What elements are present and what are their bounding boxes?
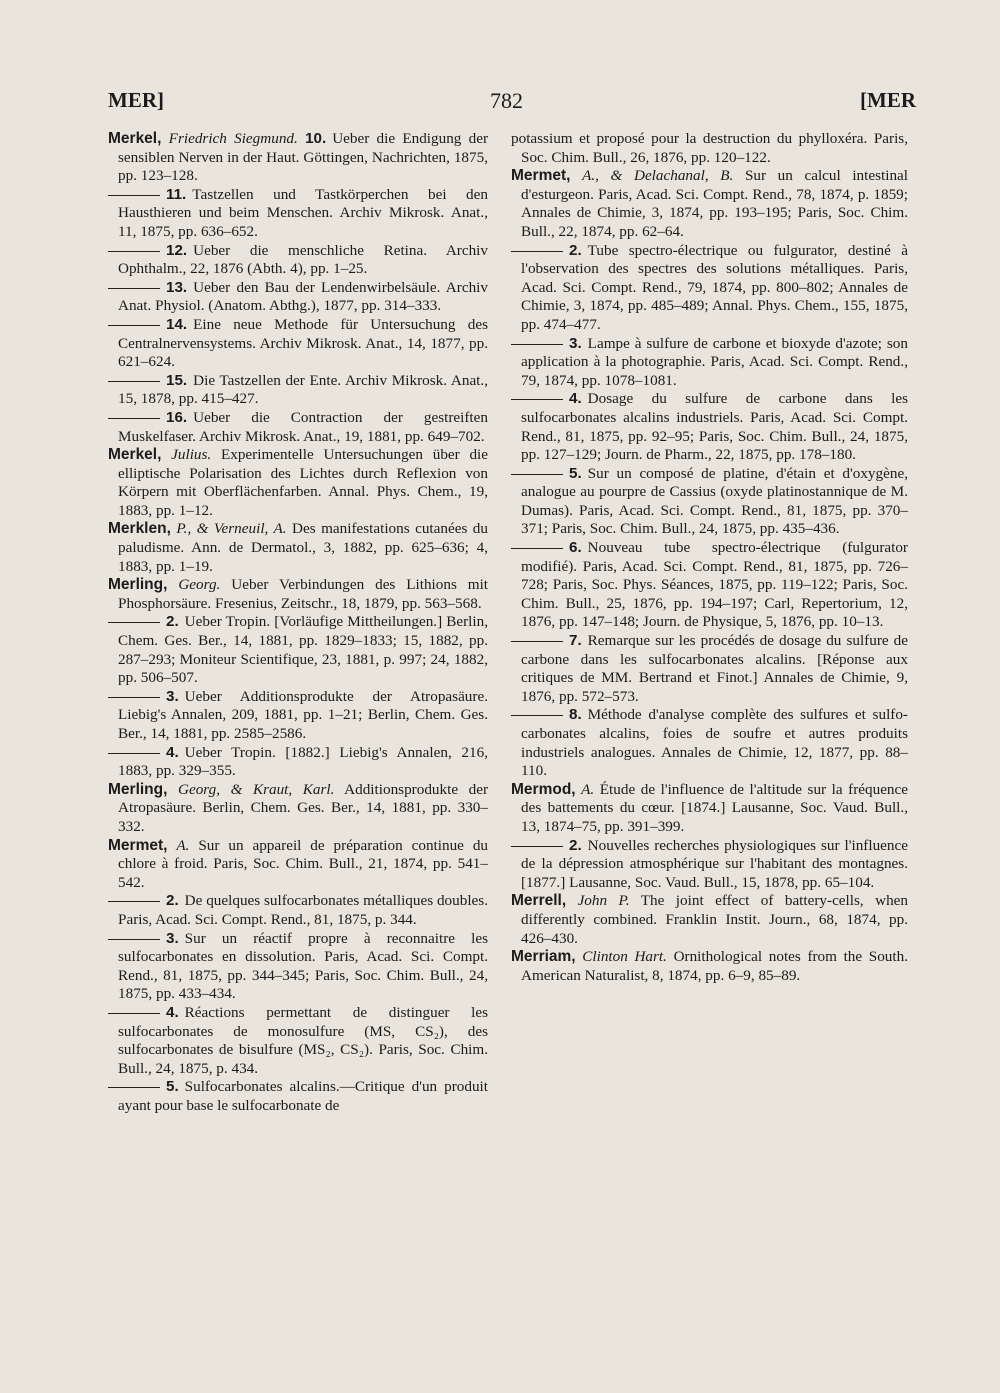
- ditto-rule: [108, 939, 160, 940]
- ditto-rule: [108, 251, 160, 252]
- bibliography-entry: [108, 279, 488, 316]
- author-given-name: Georg, & Kraut, Karl.: [177, 780, 335, 798]
- bibliography-entry: [108, 781, 488, 837]
- author-given-name: Julius.: [171, 446, 212, 464]
- entry-text: Sur un réactif propre à reconnaitre les sulfocarbonates en dissolution. Paris, Acad. Sci. Compt. Rend., 81, 1875, pp. 344–345; Paris, Soc. Chim. Bull., 24, 1875, pp. 433–434.: [118, 929, 488, 1003]
- entry-number: 2.: [569, 836, 582, 854]
- bibliography-entry: [108, 892, 488, 929]
- author-given-name: Clinton Hart.: [582, 948, 667, 966]
- author-surname: Merkel,: [108, 130, 162, 147]
- entry-text: Lampe à sulfure de carbone et bioxyde d'azote; son application à la photographie. Paris, Acad. Sci. Compt. Rend., 79, 1874, pp. 1078–1081.: [521, 334, 908, 389]
- entry-text: Ueber die Contraction der gestreiften Muskelfaser. Archiv Mikrosk. Anat., 19, 1881, pp. 649–702.: [118, 408, 488, 445]
- bibliography-entry: [108, 1078, 488, 1115]
- entry-text: Eine neue Methode für Untersuchung des Centralnervensystems. Archiv Mikrosk. Anat., 14, 1877, pp. 621–624.: [118, 315, 488, 371]
- bibliography-entry: [108, 576, 488, 613]
- bibliography-entry: [108, 744, 488, 781]
- author-given-name: A., & Delachanal, B.: [582, 167, 734, 185]
- bibliography-entry: [511, 539, 908, 632]
- entry-number: 4.: [166, 1003, 179, 1021]
- author-given-name: Friedrich Siegmund.: [168, 130, 298, 147]
- entry-text: Ueber Tropin. [1882.] Liebig's Annalen, 216, 1883, pp. 329–355.: [118, 743, 488, 780]
- bibliography-entry: [511, 465, 908, 539]
- bibliography-entry: [108, 130, 488, 186]
- entry-number: 13.: [166, 278, 188, 296]
- entry-text: Tastzellen und Tastkörperchen bei den Hausthieren und beim Menschen. Archiv Mikrosk. Anat., 11, 1875, pp. 636–652.: [118, 185, 488, 240]
- ditto-rule: [108, 1013, 160, 1014]
- bibliography-entry: [511, 632, 908, 706]
- bibliography-entry: [108, 316, 488, 372]
- author-given-name: Georg.: [178, 576, 221, 594]
- left-column: [108, 130, 488, 1115]
- entry-text: Tube spectro-électrique ou fulgurator, destiné à l'observation des spectres des solutions métalliques. Paris, Acad. Sci. Compt. Rend., 79, 1874, pp. 800–802; Annales de Chimie, 3, 1874, pp. 485–489; Annal. Phys. Chem., 155, 1875, pp. 474–477.: [521, 241, 908, 333]
- entry-text: Additionsprodukte der Atropasäure. Berlin, Chem. Ges. Ber., 14, 1881, pp. 330–332.: [118, 780, 489, 835]
- entry-number: 4.: [569, 390, 582, 408]
- ditto-rule: [108, 753, 160, 754]
- bibliography-entry: [511, 781, 908, 837]
- entry-text: Ueber Additionsprodukte der Atropasäure. Liebig's Annalen, 209, 1881, pp. 1–21; Berlin, Chem. Ges. Ber., 14, 1881, pp. 2585–2586.: [118, 687, 488, 742]
- entry-number: 8.: [569, 706, 582, 724]
- entry-text: Dosage du sulfure de carbone dans les sulfocarbonates alcalins industriels. Paris, Acad. Sci. Compt. Rend., 81, 1875, pp. 92–95; Paris, Soc. Chim. Bull., 24, 1875, pp. 127–129; Journ. de Pharm., 22, 1875, pp. 178–180.: [521, 390, 908, 464]
- ditto-rule: [108, 697, 160, 698]
- entry-number: 2.: [569, 241, 582, 259]
- author-surname: Merling,: [108, 780, 168, 798]
- entry-text: Ueber Tropin. [Vorläufige Mittheilungen.] Berlin, Chem. Ges. Ber., 14, 1881, pp. 1829–1833; 15, 1882, pp. 287–293; Moniteur Scientifique, 23, 1881, p. 997; 24, 1882, pp. 506–507.: [118, 613, 488, 687]
- ditto-rule: [511, 846, 563, 847]
- entry-number: 12.: [166, 241, 188, 259]
- entry-text: Nouveau tube spectro-électrique (fulgurator modifié). Paris, Acad. Sci. Compt. Rend., 81, 1875, pp. 726–728; Paris, Soc. Phys. Séances, 1875, pp. 119–122; Paris, Soc. Chim. Bull., 25, 1876, pp. 194–197; Carl, Repertorium, 12, 1876, pp. 147–148; Journ. de Physique, 5, 1876, pp. 10–13.: [521, 539, 908, 631]
- entry-text: The joint effect of battery-cells, when differently combined. Franklin Instit. Journ., 68, 1874, pp. 426–430.: [521, 892, 909, 947]
- ditto-rule: [511, 474, 563, 475]
- bibliography-entry: [511, 335, 908, 391]
- bibliography-entry: [108, 409, 488, 446]
- entry-text: Sur un appareil de préparation continue du chlore à froid. Paris, Soc. Chim. Bull., 21, 1874, pp. 541–542.: [118, 836, 489, 891]
- entry-text: Sulfocarbonates alcalins.—Critique d'un produit ayant pour base le sulfocarbonate de: [118, 1078, 488, 1114]
- page-number: 782: [490, 88, 523, 113]
- entry-number: 4.: [166, 743, 179, 761]
- entry-number: 7.: [569, 632, 582, 650]
- bibliography-entry: [511, 706, 908, 780]
- bibliography-entry: [511, 892, 908, 948]
- bibliography-entry: [108, 372, 488, 409]
- bibliography-entry: [108, 1004, 488, 1078]
- ditto-rule: [108, 325, 160, 326]
- entry-number: 16.: [166, 408, 188, 426]
- entry-text: Des manifestations cutanées du paludisme. Ann. de Dermatol., 3, 1882, pp. 625–636; 4, 1883, pp. 1–19.: [118, 520, 488, 575]
- ditto-rule: [511, 251, 563, 252]
- bibliography-entry: [108, 186, 488, 242]
- author-given-name: A.: [581, 780, 595, 798]
- bibliography-entry: [108, 520, 488, 576]
- ditto-rule: [511, 641, 563, 642]
- entry-number: 11.: [166, 185, 187, 203]
- ditto-rule: [108, 901, 160, 902]
- entry-number: 15.: [166, 371, 188, 389]
- entry-text: Étude de l'influence de l'altitude sur la fréquence des battements du cœur. [1874.] Lausanne, Soc. Vaud. Bull., 13, 1874–75, pp. 391–399.: [521, 780, 909, 835]
- entry-text: De quelques sulfocarbonates métalliques doubles. Paris, Acad. Sci. Compt. Rend., 81, 1875, p. 344.: [118, 892, 488, 928]
- bibliography-entry: [511, 130, 908, 167]
- bibliography-entry: [108, 688, 488, 744]
- entry-text: potassium et proposé pour la destruction du phylloxéra. Paris, Soc. Chim. Bull., 26, 1876, pp. 120–122.: [511, 130, 908, 166]
- entry-number: 5.: [166, 1078, 179, 1096]
- bibliography-entry: [511, 390, 908, 464]
- ditto-rule: [108, 1087, 160, 1088]
- entry-text: Ornithological notes from the South. American Naturalist, 8, 1874, pp. 6–9, 85–89.: [521, 948, 909, 984]
- author-given-name: A.: [176, 836, 190, 854]
- ditto-rule: [108, 381, 160, 382]
- author-given-name: P., & Verneuil, A.: [176, 520, 287, 538]
- entry-number: 6.: [569, 539, 582, 557]
- running-head-left: MER]: [108, 88, 164, 112]
- bibliography-entry: [511, 837, 908, 893]
- author-given-name: John P.: [577, 892, 630, 910]
- entry-number: 3.: [569, 334, 582, 352]
- ditto-rule: [511, 399, 563, 400]
- bibliography-entry: [511, 167, 908, 241]
- entry-number: 2.: [166, 892, 179, 910]
- entry-text: Sur un composé de platine, d'étain et d'oxygène, analogue au pourpre de Cassius (oxyde platinostannique de M. Dumas). Paris, Acad. Sci. Compt. Rend., 81, 1875, pp. 370–371; Paris, Soc. Chim. Bull., 24, 1875, pp. 435–436.: [521, 464, 908, 538]
- author-surname: Mermet,: [108, 836, 168, 854]
- bibliography-entry: [511, 948, 908, 985]
- entry-text: Réactions permettant de distinguer les sulfocarbonates de monosulfure (MS, CS₂), des sulfocarbonates de bisulfure (MS₂, CS₂). Paris, Soc. Chim. Bull., 24, 1875, p. 434.: [118, 1003, 488, 1077]
- entry-text: Ueber die menschliche Retina. Archiv Ophthalm., 22, 1876 (Abth. 4), pp. 1–25.: [118, 241, 488, 278]
- ditto-rule: [511, 548, 563, 549]
- entry-text: Sur un calcul intestinal d'esturgeon. Paris, Acad. Sci. Compt. Rend., 78, 1874, p. 1859; Annales de Chimie, 3, 1874, pp. 193–195; Paris, Soc. Chim. Bull., 22, 1874, pp. 62–64.: [521, 167, 909, 240]
- right-column: [511, 130, 908, 985]
- entry-text: Die Tastzellen der Ente. Archiv Mikrosk. Anat., 15, 1878, pp. 415–427.: [118, 371, 488, 408]
- author-surname: Merklen,: [108, 520, 171, 538]
- author-surname: Merkel,: [108, 446, 162, 464]
- entry-number: 10.: [305, 130, 327, 147]
- bibliography-entry: [108, 930, 488, 1004]
- ditto-rule: [108, 288, 160, 289]
- bibliography-entry: [108, 837, 488, 893]
- entry-text: Ueber Verbindungen des Lithions mit Phosphorsäure. Fresenius, Zeitschr., 18, 1879, pp. 563–568.: [118, 576, 489, 612]
- entry-number: 14.: [166, 315, 188, 333]
- author-surname: Mermod,: [511, 780, 576, 798]
- entry-text: Ueber den Bau der Lendenwirbelsäule. Archiv Anat. Physiol. (Anatom. Abthg.), 1877, pp. 314–333.: [118, 278, 488, 315]
- entry-text: Remarque sur les procédés de dosage du sulfure de carbone dans les sulfocarbonates alcalins. [Réponse aux critiques de MM. Bertrand et Finot.] Annales de Chimie, 9, 1876, pp. 572–573.: [521, 632, 908, 705]
- ditto-rule: [511, 715, 563, 716]
- running-head-right: [MER: [860, 88, 916, 112]
- entry-text: Méthode d'analyse complète des sulfures et sulfo-carbonates alcalins, foies de soufre et autres produits industriels analogues. Annales de Chimie, 12, 1877, pp. 88–110.: [521, 706, 908, 780]
- entry-number: 2.: [166, 613, 179, 631]
- entry-text: Experimentelle Untersuchungen über die elliptische Polarisation des Lichtes durch Reflexion von Körpern mit Oberflächenfarben. Annal. Phys. Chem., 19, 1883, pp. 1–12.: [118, 446, 488, 519]
- entry-text: Ueber die Endigung der sensiblen Nerven in der Haut. Göttingen, Nachrichten, 1875, pp. 123–128.: [118, 130, 489, 185]
- ditto-rule: [108, 195, 160, 196]
- author-surname: Merling,: [108, 576, 168, 594]
- ditto-rule: [511, 344, 563, 345]
- bibliography-entry: [511, 242, 908, 335]
- entry-number: 3.: [166, 929, 179, 947]
- bibliography-entry: [108, 242, 488, 279]
- entry-text: Nouvelles recherches physiologiques sur l'influence de la dépression atmosphérique sur l'habitant des montagnes. [1877.] Lausanne, Soc. Vaud. Bull., 15, 1878, pp. 65–104.: [521, 836, 908, 891]
- author-surname: Merriam,: [511, 948, 576, 966]
- ditto-rule: [108, 622, 160, 623]
- entry-number: 3.: [166, 687, 179, 705]
- bibliography-entry: [108, 446, 488, 520]
- author-surname: Merrell,: [511, 892, 567, 910]
- entry-number: 5.: [569, 464, 582, 482]
- author-surname: Mermet,: [511, 167, 571, 185]
- ditto-rule: [108, 418, 160, 419]
- bibliography-entry: [108, 613, 488, 687]
